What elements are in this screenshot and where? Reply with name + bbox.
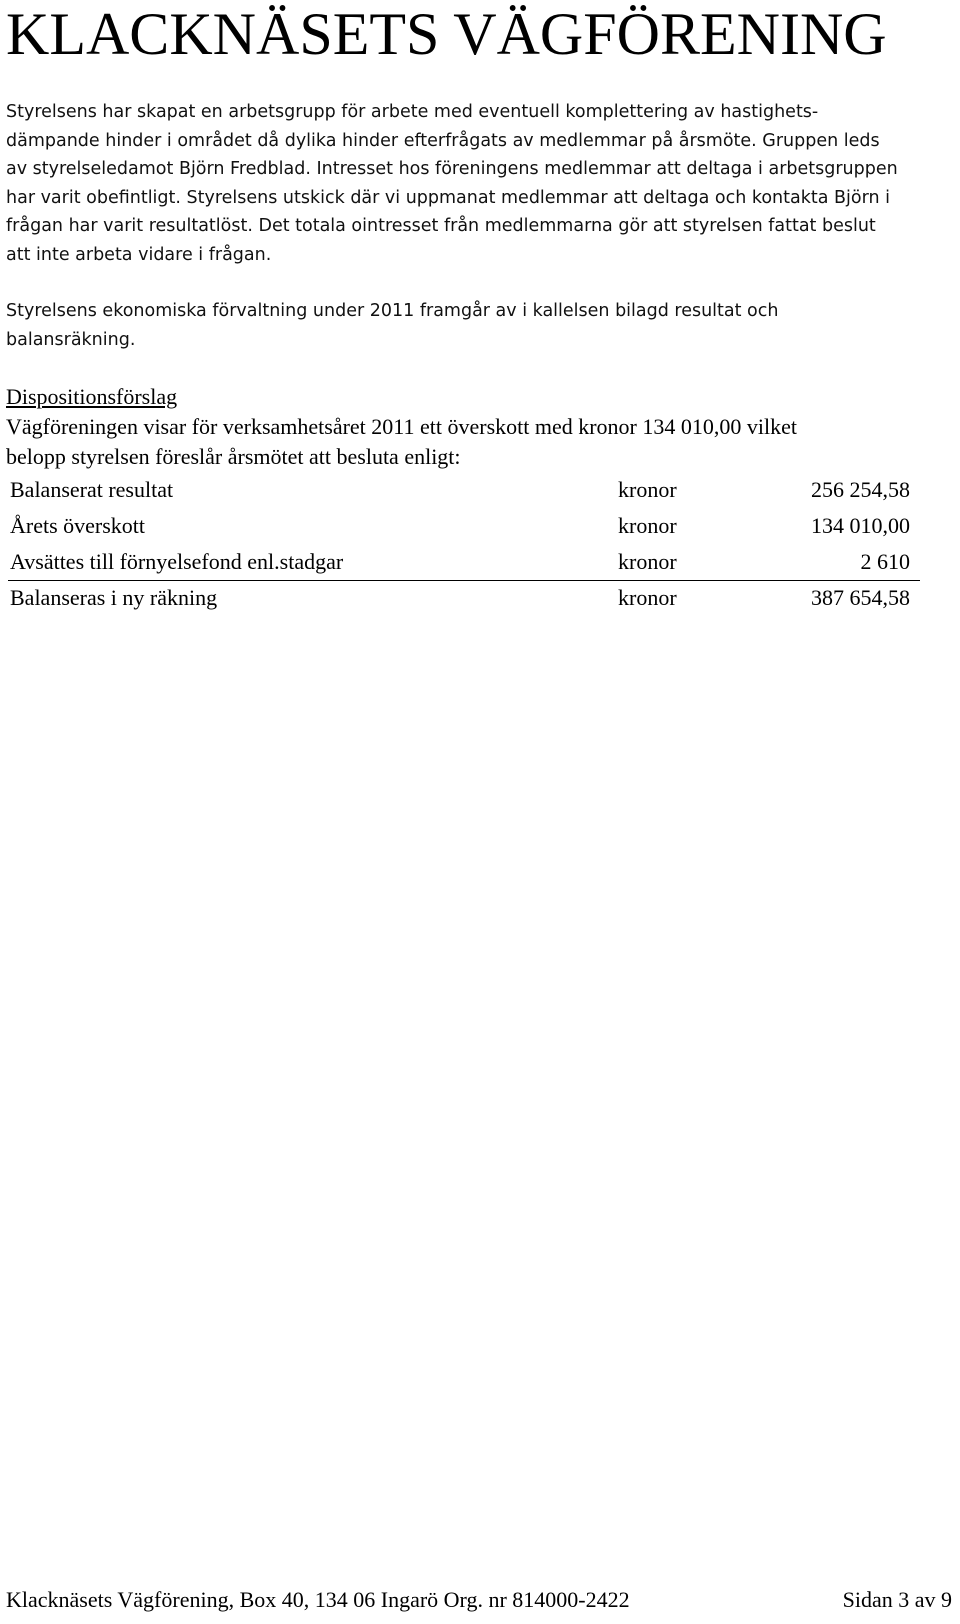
total-divider xyxy=(8,580,920,581)
paragraph-line: frågan har varit resultatlöst. Det totala ointresset från medlemmarna gör att styrelsen fattat beslut xyxy=(6,216,876,236)
total-label: Balanseras i ny räkning xyxy=(10,585,218,610)
paragraph-line: av styrelseledamot Björn Fredblad. Intresset hos föreningens medlemmar att deltaga i arbetsgruppen xyxy=(6,159,898,179)
disposition-table xyxy=(8,472,920,616)
paragraph-line: Styrelsens ekonomiska förvaltning under 2011 framgår av i kallelsen bilagd resultat och xyxy=(6,301,779,321)
paragraph-line: balansräkning. xyxy=(6,329,136,350)
paragraph-working-group xyxy=(6,98,956,269)
footer-organization: Klacknäsets Vägförening, Box 40, 134 06 Ingarö Org. nr 814000-2422 xyxy=(6,1587,630,1612)
paragraph-economy xyxy=(6,297,956,354)
table-total-row xyxy=(8,580,920,616)
row-label: Årets överskott xyxy=(10,513,146,538)
row-label: Avsättes till förnyelsefond enl.stadgar xyxy=(10,549,344,574)
row-amount: 2 610 xyxy=(860,549,910,574)
total-amount: 387 654,58 xyxy=(811,585,910,610)
paragraph-line: dämpande hinder i området då dylika hinder efterfrågats av medlemmar på årsmöte. Gruppen leds xyxy=(6,130,880,151)
table-row xyxy=(8,508,920,544)
disposition-text-line: Vägföreningen visar för verksamhetsåret 2011 ett överskott med kronor 134 010,00 vilket xyxy=(6,414,797,439)
paragraph-line: att inte arbeta vidare i frågan. xyxy=(6,244,272,265)
page-footer xyxy=(6,1582,952,1618)
paragraph-line: har varit obefintligt. Styrelsens utskick där vi uppmanat medlemmar att deltaga och kontakta Björn i xyxy=(6,187,890,208)
document-title: KLACKNÄSETS VÄGFÖRENING xyxy=(6,1,887,67)
table-row xyxy=(8,472,920,508)
disposition-heading: Dispositionsförslag xyxy=(6,384,178,409)
paragraph-line: Styrelsens har skapat en arbetsgrupp för arbete med eventuell komplettering av hastighets- xyxy=(6,102,819,122)
row-amount: 134 010,00 xyxy=(811,513,910,538)
disposition-text xyxy=(6,412,946,472)
total-currency: kronor xyxy=(618,585,677,610)
row-amount: 256 254,58 xyxy=(811,477,910,502)
row-currency: kronor xyxy=(618,513,677,538)
row-currency: kronor xyxy=(618,477,677,502)
footer-page-number: Sidan 3 av 9 xyxy=(842,1587,952,1612)
row-currency: kronor xyxy=(618,549,677,574)
disposition-text-line: belopp styrelsen föreslår årsmötet att besluta enligt: xyxy=(6,444,461,469)
table-row xyxy=(8,544,920,580)
row-label: Balanserat resultat xyxy=(10,477,174,502)
